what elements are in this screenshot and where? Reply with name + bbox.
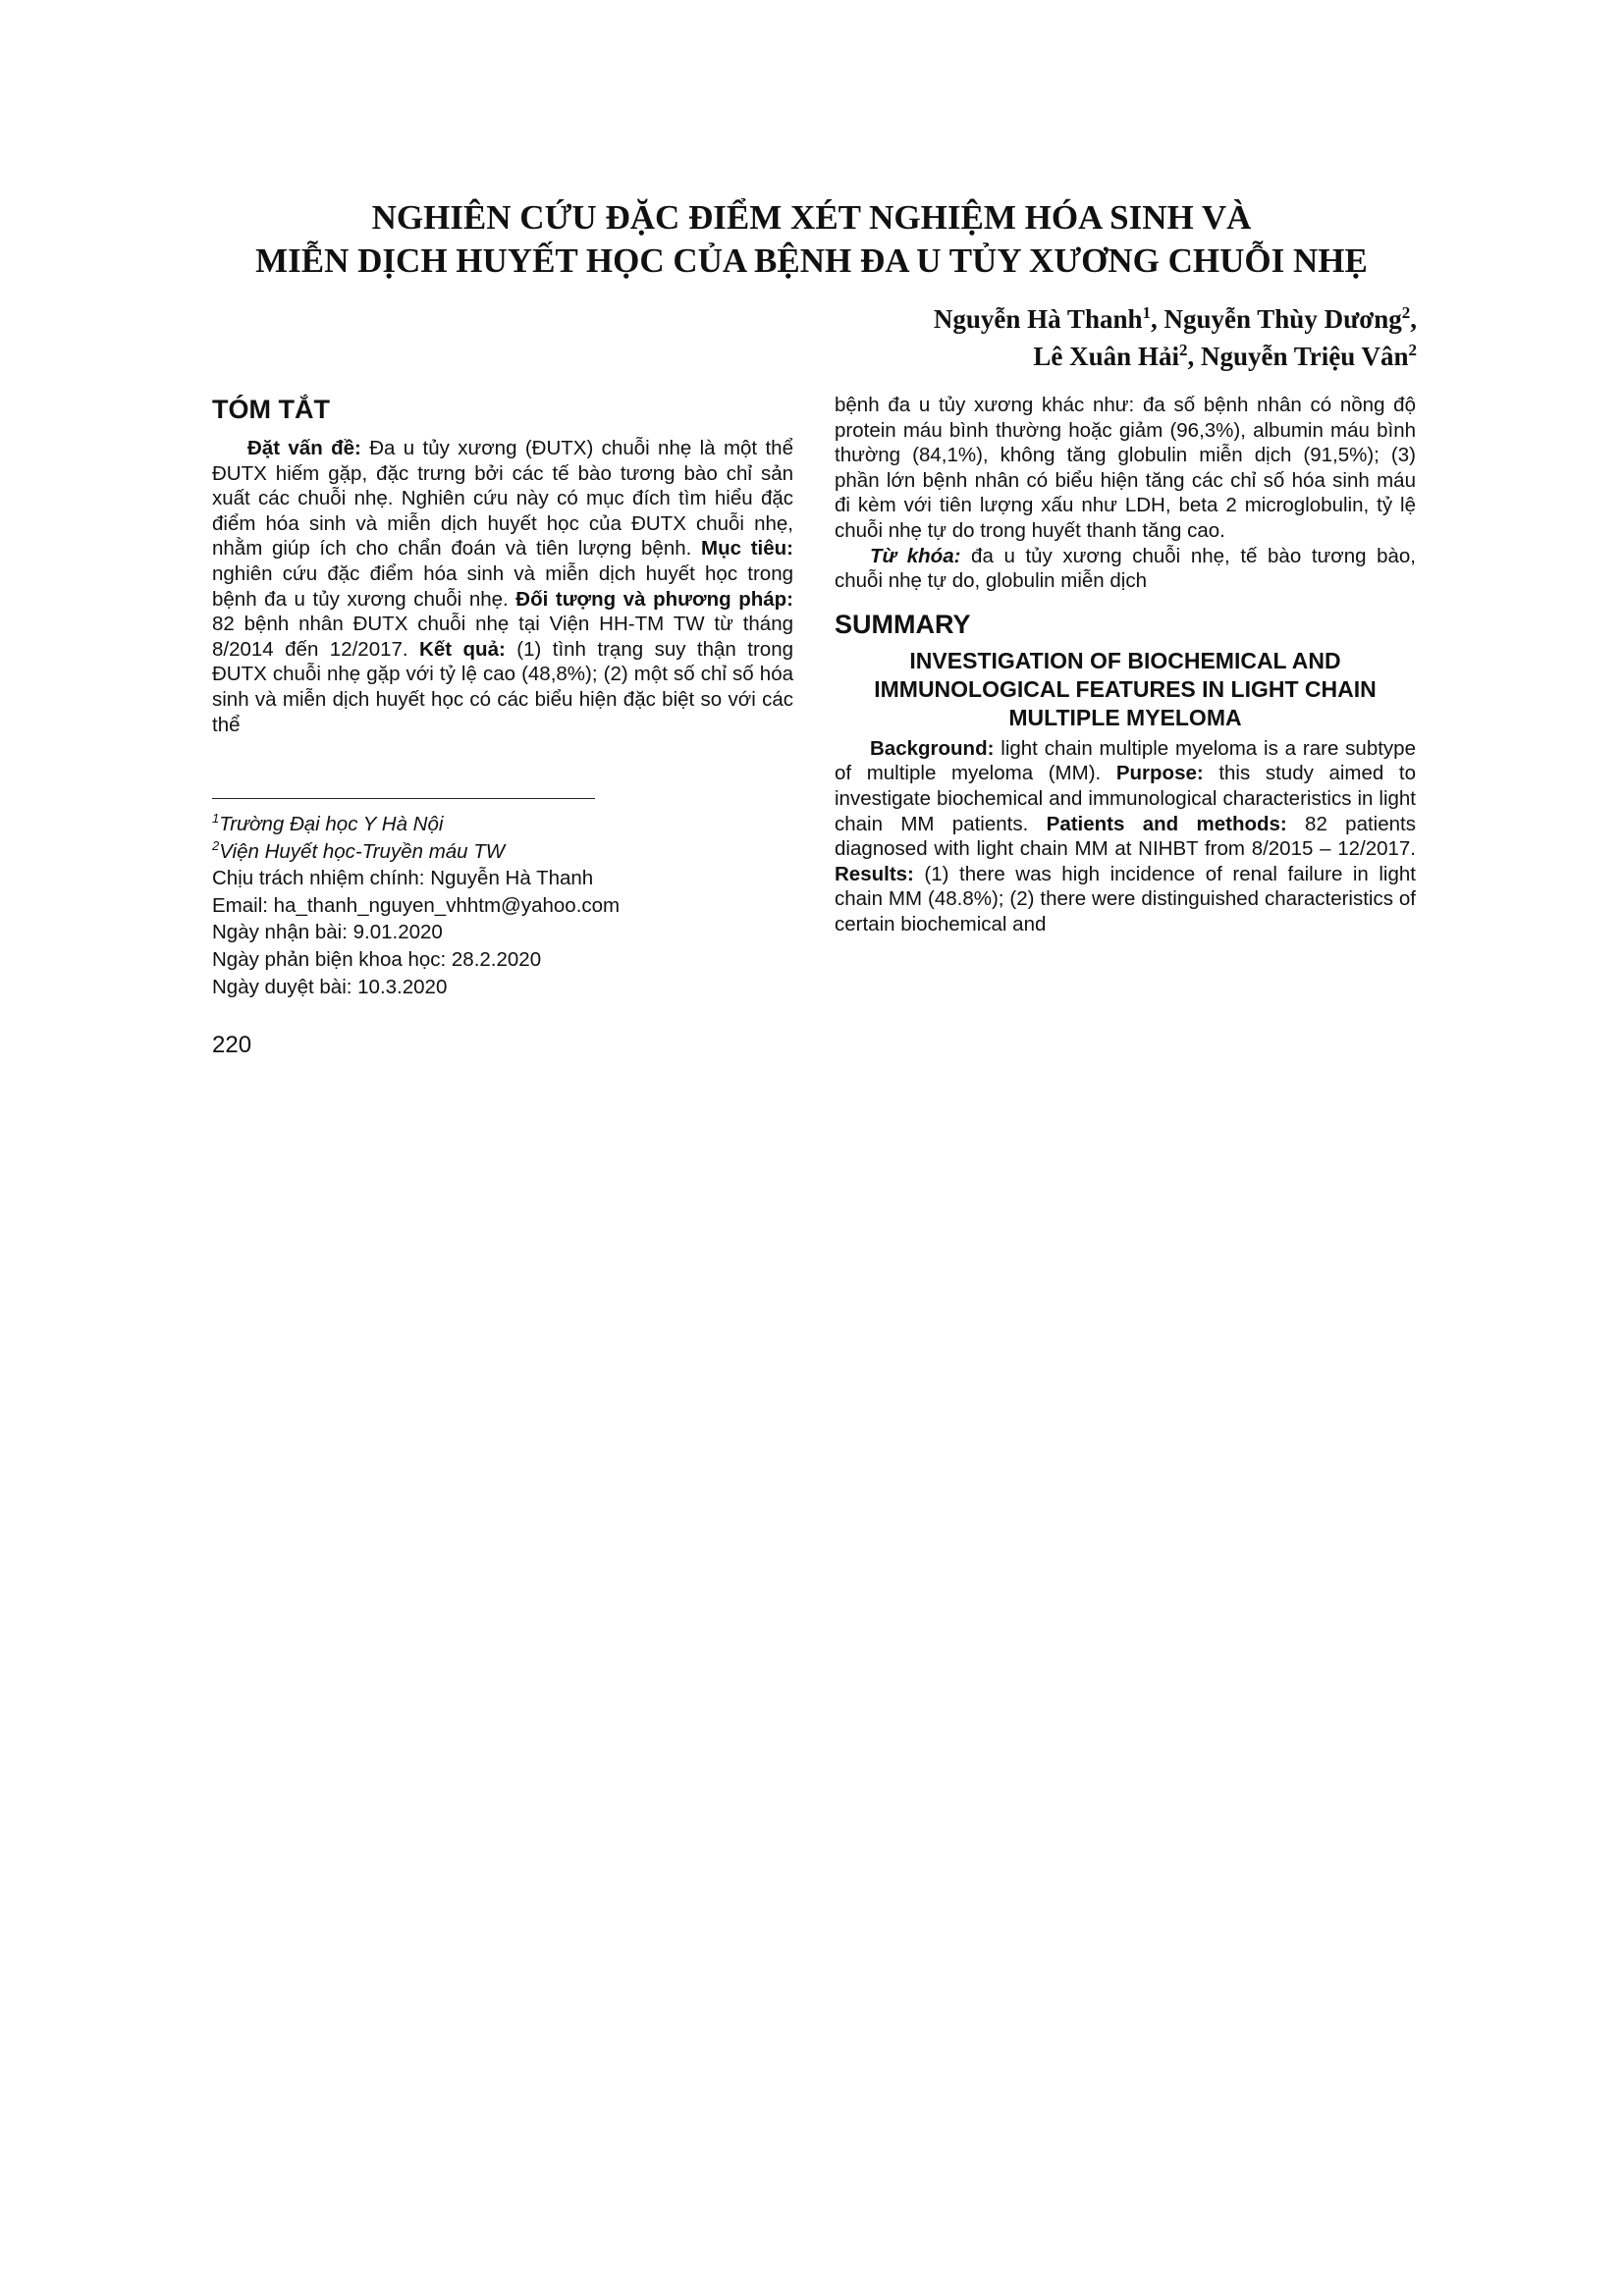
title-line-2: MIỄN DỊCH HUYẾT HỌC CỦA BỆNH ĐA U TỦY XƯƠNG CHUỖI NHẸ bbox=[255, 241, 1368, 280]
affiliation-marker: 2 bbox=[1401, 303, 1411, 322]
results-label-en: Results: bbox=[835, 862, 914, 885]
affiliation-marker: 2 bbox=[1178, 341, 1188, 359]
left-column bbox=[212, 393, 793, 737]
affiliation-1 bbox=[212, 811, 801, 838]
objective-text: nghiên cứu đặc điểm hóa sinh và miễn dịch huyết học trong bệnh đa u tủy xương chuỗi nhẹ. bbox=[212, 561, 793, 611]
methods-text: 82 bệnh nhân ĐUTX chuỗi nhẹ tại Viện HH-TM TW từ tháng 8/2014 đến 12/2017. bbox=[212, 613, 793, 661]
date-accepted: Ngày duyệt bài: 10.3.2020 bbox=[212, 975, 448, 998]
keywords-paragraph bbox=[835, 544, 1416, 594]
background-label: Đặt vấn đề: bbox=[247, 437, 361, 459]
corresponding-author: Chịu trách nhiệm chính: Nguyễn Hà Thanh bbox=[212, 867, 594, 890]
background-text: Đa u tủy xương (ĐUTX) chuỗi nhẹ là một thể ĐUTX hiếm gặp, đặc trưng bởi các tế bào tương bào chỉ sản xuất các chuỗi nhẹ. Nghiên cứu này có mục đích tìm hiểu đặc điểm hóa sinh và miễn dịch huyết học của ĐUTX chuỗi nhẹ, nhằm giúp ích cho chẩn đoán và tiên lượng bệnh. bbox=[212, 437, 793, 561]
author-separator: , bbox=[1151, 304, 1164, 334]
affiliation-marker: 2 bbox=[1408, 341, 1417, 359]
keywords-text: đa u tủy xương chuỗi nhẹ, tế bào tương bào, chuỗi nhẹ tự do, globulin miễn dịch bbox=[835, 544, 1416, 593]
purpose-label: Purpose: bbox=[1115, 762, 1204, 785]
author-name: Nguyễn Thùy Dương bbox=[1163, 304, 1402, 334]
affiliation-2 bbox=[212, 838, 801, 866]
author-line-2 bbox=[934, 338, 1417, 375]
right-column bbox=[835, 393, 1416, 937]
affiliation-2-text: Viện Huyết học-Truyền máu TW bbox=[219, 839, 506, 863]
author-name: Nguyễn Triệu Vân bbox=[1200, 342, 1409, 371]
summary-paragraph bbox=[835, 736, 1416, 937]
date-received: Ngày nhận bài: 9.01.2020 bbox=[212, 921, 443, 944]
affiliation-2-marker: 2 bbox=[212, 837, 220, 853]
results-text-en: (1) there was high incidence of renal failure in light chain MM (48.8%); (2) there were distinguished characteristics of certain biochemical and bbox=[835, 862, 1416, 935]
objective-label: Mục tiêu: bbox=[701, 537, 794, 561]
footnotes bbox=[212, 811, 801, 1000]
results-label: Kết quả: bbox=[419, 637, 506, 661]
email: Email: ha_thanh_nguyen_vhhtm@yahoo.com bbox=[212, 893, 621, 917]
results-text: (1) tình trạng suy thận trong ĐUTX chuỗi nhẹ gặp với tỷ lệ cao (48,8%); (2) một số chỉ số hóa sinh và miễn dịch huyết học có các biểu hiện đặc biệt so với các thể bbox=[212, 637, 793, 736]
summary-heading: SUMMARY bbox=[835, 609, 971, 639]
author-separator: , bbox=[1187, 342, 1201, 371]
methods-label-en: Patients and methods: bbox=[1046, 812, 1287, 835]
author-name: Lê Xuân Hải bbox=[1033, 342, 1179, 371]
methods-label: Đối tượng và phương pháp: bbox=[515, 587, 794, 611]
summary-title: INVESTIGATION OF BIOCHEMICAL AND IMMUNOLOGICAL FEATURES IN LIGHT CHAIN MULTIPLE MYELOMA bbox=[874, 647, 1377, 730]
author-separator: , bbox=[1410, 304, 1417, 334]
author-line-1 bbox=[934, 300, 1417, 338]
background-text-en: light chain multiple myeloma is a rare subtype of multiple myeloma (MM). bbox=[835, 736, 1416, 785]
date-reviewed: Ngày phản biện khoa học: 28.2.2020 bbox=[212, 947, 542, 971]
author-list bbox=[934, 300, 1417, 375]
author-name: Nguyễn Hà Thanh bbox=[933, 304, 1143, 334]
abstract-heading: TÓM TẮT bbox=[212, 395, 330, 424]
affiliation-1-text: Trường Đại học Y Hà Nội bbox=[219, 813, 444, 835]
purpose-text: this study aimed to investigate biochemical and immunological characteristics in light chain MM patients. bbox=[835, 762, 1416, 835]
methods-text-en: 82 patients diagnosed with light chain MM at NIHBT from 8/2015 – 12/2017. bbox=[835, 812, 1416, 861]
affiliation-1-marker: 1 bbox=[212, 811, 220, 827]
footnote-divider bbox=[212, 798, 595, 799]
abstract-paragraph bbox=[212, 436, 793, 737]
article-title bbox=[0, 196, 1623, 283]
keywords-label: Từ khóa: bbox=[870, 544, 961, 567]
background-label-en: Background: bbox=[870, 736, 995, 760]
abstract-continuation: bệnh đa u tủy xương khác như: đa số bệnh nhân có nồng độ protein máu bình thường hoặc giảm (96,3%), albumin máu bình thường (84,1%), không tăng globulin miễn dịch (91,5%); (3) phần lớn bệnh nhân có biểu hiện tăng các chỉ số hóa sinh máu đi kèm với tiên lượng xấu như LDH, beta 2 microglobulin, tỷ lệ chuỗi nhẹ tự do trong huyết thanh tăng cao. bbox=[835, 394, 1416, 542]
affiliation-marker: 1 bbox=[1142, 303, 1151, 322]
page-number: 220 bbox=[212, 1032, 252, 1058]
title-line-1: NGHIÊN CỨU ĐẶC ĐIỂM XÉT NGHIỆM HÓA SINH VÀ bbox=[371, 198, 1252, 237]
